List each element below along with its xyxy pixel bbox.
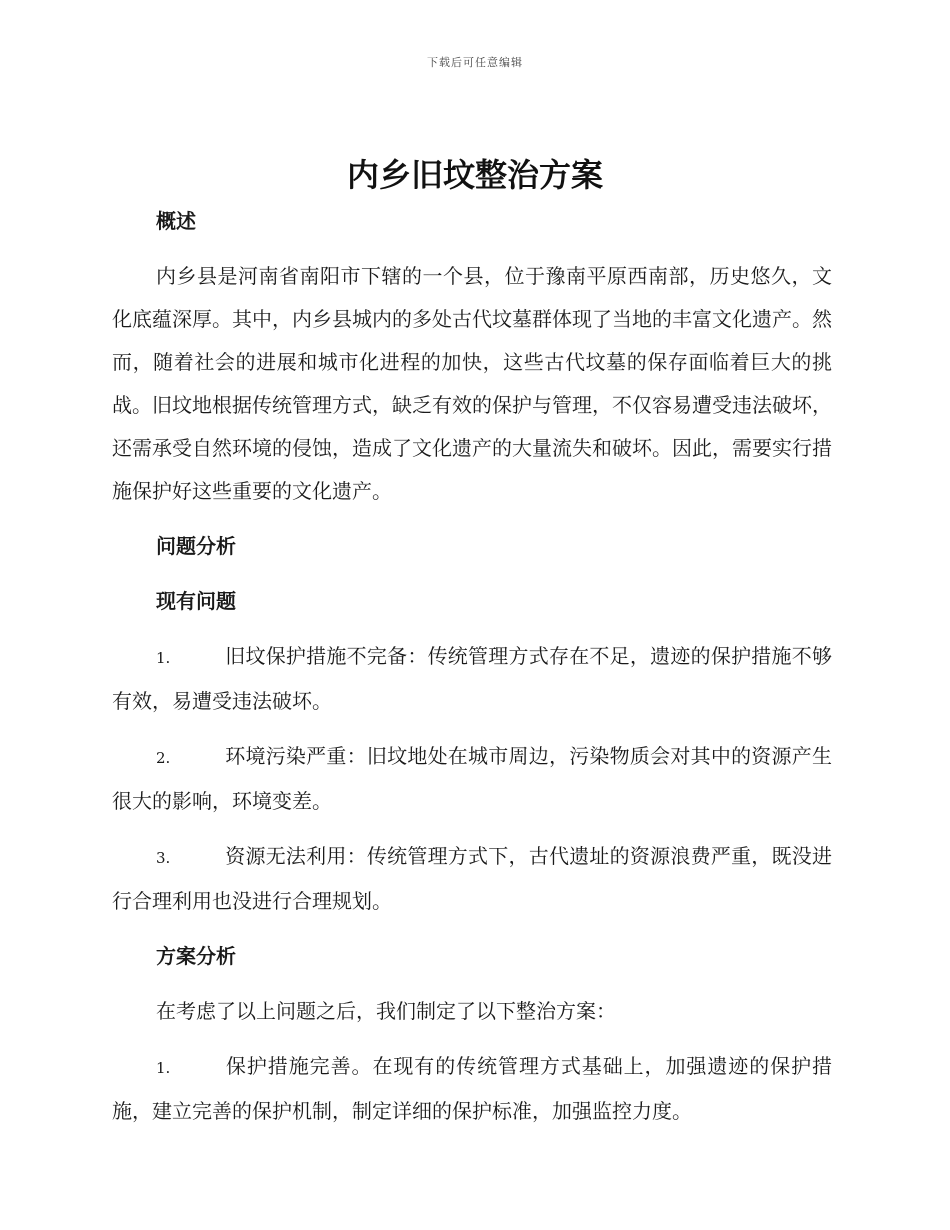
problem-text: 环境污染严重：旧坟地处在城市周边，污染物质会对其中的资源产生很大的影响，环境变差。 [112,744,832,813]
problem-text: 资源无法利用：传统管理方式下，古代遗址的资源浪费严重，既没进行合理利用也没进行合理规划。 [112,844,832,913]
overview-paragraph: 内乡县是河南省南阳市下辖的一个县，位于豫南平原西南部，历史悠久，文化底蕴深厚。其中，内乡县城内的多处古代坟墓群体现了当地的丰富文化遗产。然而，随着社会的进展和城市化进程的加快，这些古代坟墓的保存面临着巨大的挑战。旧坟地根据传统管理方式，缺乏有效的保护与管理，不仅容易遭受违法破坏，还需承受自然环境的侵蚀，造成了文化遗产的大量流失和破坏。因此，需要实行措施保护好这些重要的文化遗产。 [112,264,832,503]
document-title: 内乡旧坟整治方案 [346,156,603,194]
plan-intro-paragraph: 在考虑了以上问题之后，我们制定了以下整治方案： [156,999,616,1023]
problem-analysis-heading: 问题分析 [156,534,236,558]
list-number: 2. [156,749,171,767]
plan-text: 保护措施完善。在现有的传统管理方式基础上，加强遗迹的保护措施，建立完善的保护机制，制定详细的保护标准，加强监控力度。 [112,1054,832,1123]
list-number: 1. [156,649,171,667]
plan-analysis-heading: 方案分析 [156,944,236,968]
current-problems-heading: 现有问题 [156,589,236,613]
list-number: 1. [156,1059,171,1077]
plan-item [112,1045,832,1133]
document-body [112,200,832,1145]
problem-item [112,835,832,923]
list-number: 3. [156,849,171,867]
header-note: 下载后可任意编辑 [427,56,523,69]
problem-item [112,635,832,723]
overview-heading: 概述 [156,209,196,233]
problem-text: 旧坟保护措施不完备：传统管理方式存在不足，遗迹的保护措施不够有效，易遭受违法破坏。 [112,644,832,713]
problem-item [112,735,832,823]
